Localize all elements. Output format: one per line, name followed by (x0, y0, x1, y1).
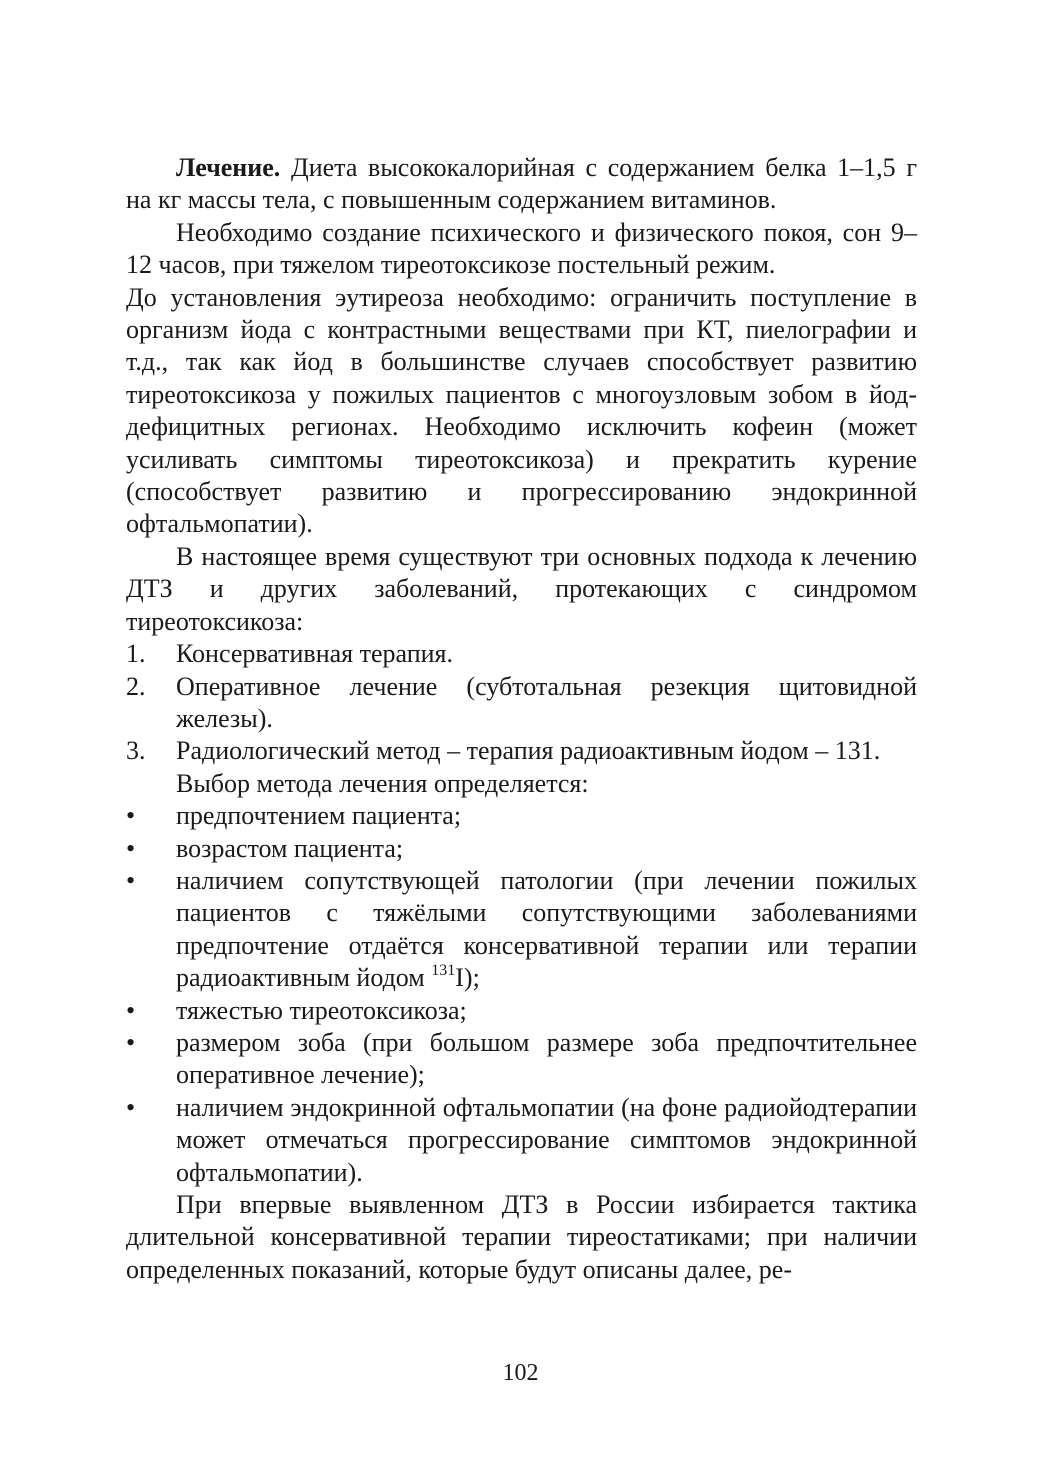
bullet-marker: • (126, 833, 136, 863)
bullet-marker: • (126, 1027, 136, 1057)
list-item (126, 833, 917, 865)
list-item (126, 671, 917, 736)
bullet-marker: • (126, 801, 136, 831)
treatment-diet-text: Диета высококалорийная с содержанием белка 1–1,5 г на кг массы тела, с повышенным содержанием витаминов. (126, 153, 917, 215)
list-item (126, 735, 917, 767)
list-item-text: предпочтением пациента; (176, 801, 462, 831)
list-number: 2. (126, 671, 146, 701)
list-item-text: Консервативная терапия. (176, 639, 454, 669)
list-item-text: Радиологический метод – терапия радиоактивным йодом – 131. (176, 736, 881, 766)
paragraph-method-choice: Выбор метода лечения определяется: (176, 768, 589, 798)
list-item (126, 638, 917, 670)
isotope-superscript: 131 (431, 962, 456, 980)
list-item-text: возрастом пациента; (176, 833, 404, 863)
bullet-marker: • (126, 995, 136, 1025)
list-item-text: тяжестью тиреотоксикоза; (176, 995, 467, 1025)
bullet-marker: • (126, 1092, 136, 1122)
paragraph-russia-tactics: При впервые выявленном ДТЗ в России избирается тактика длительной консервативной терапии тиреостатиками; при наличии определенных показаний, которые будут описаны далее, ре- (126, 1190, 917, 1284)
list-item-text: наличием эндокринной офтальмопатии (на фоне радиойодтерапии может отмечаться прогрессирование симптомов эндокринной офтальмопатии). (176, 1092, 917, 1187)
numbered-list (126, 638, 917, 768)
treatment-heading: Лечение. (176, 153, 281, 182)
bullet-list (126, 800, 917, 1189)
list-item-text (176, 866, 917, 992)
paragraph-euthyroidism: До установления эутиреоза необходимо: ограничить поступление в организм йода с контрастными веществами при КТ, пиелографии и т.д., так как йод в большинстве случаев способствует развитию тиреотоксикоза у пожилых пациентов с многоузловым зобом в йод-дефицитных регионах. Необходимо исключить кофеин (может усиливать симптомы тиреотоксикоза) и прекратить курение (способствует развитию и прогрессированию эндокринной офтальмопатии). (126, 282, 917, 539)
list-item (126, 1092, 917, 1189)
paragraph-treatment (126, 152, 917, 217)
list-item-text: Оперативное лечение (субтотальная резекция щитовидной железы). (176, 671, 917, 733)
paragraph-approaches: В настоящее время существуют три основных подхода к лечению ДТЗ и других заболеваний, протекающих с синдромом тиреотоксикоза: (126, 541, 917, 636)
list-item-text-main: наличием сопутствующей патологии (при лечении пожилых пациентов с тяжёлыми сопутствующими заболеваниями предпочтение отдаётся консервативной терапии или терапии радиоактивным йодом (176, 865, 917, 993)
list-item-text: размером зоба (при большом размере зоба предпочтительнее оперативное лечение); (176, 1027, 917, 1090)
list-item-text-tail: I); (455, 963, 480, 993)
bullet-marker: • (126, 865, 136, 895)
list-item (126, 800, 917, 832)
list-item (126, 995, 917, 1027)
list-number: 3. (126, 736, 146, 766)
page-body (126, 152, 917, 1286)
list-item (126, 1027, 917, 1092)
list-item (126, 865, 917, 995)
list-number: 1. (126, 639, 146, 669)
page-number: 102 (502, 1360, 539, 1386)
paragraph-rest: Необходимо создание психического и физического покоя, сон 9–12 часов, при тяжелом тиреотоксикозе постельный режим. (126, 217, 917, 280)
